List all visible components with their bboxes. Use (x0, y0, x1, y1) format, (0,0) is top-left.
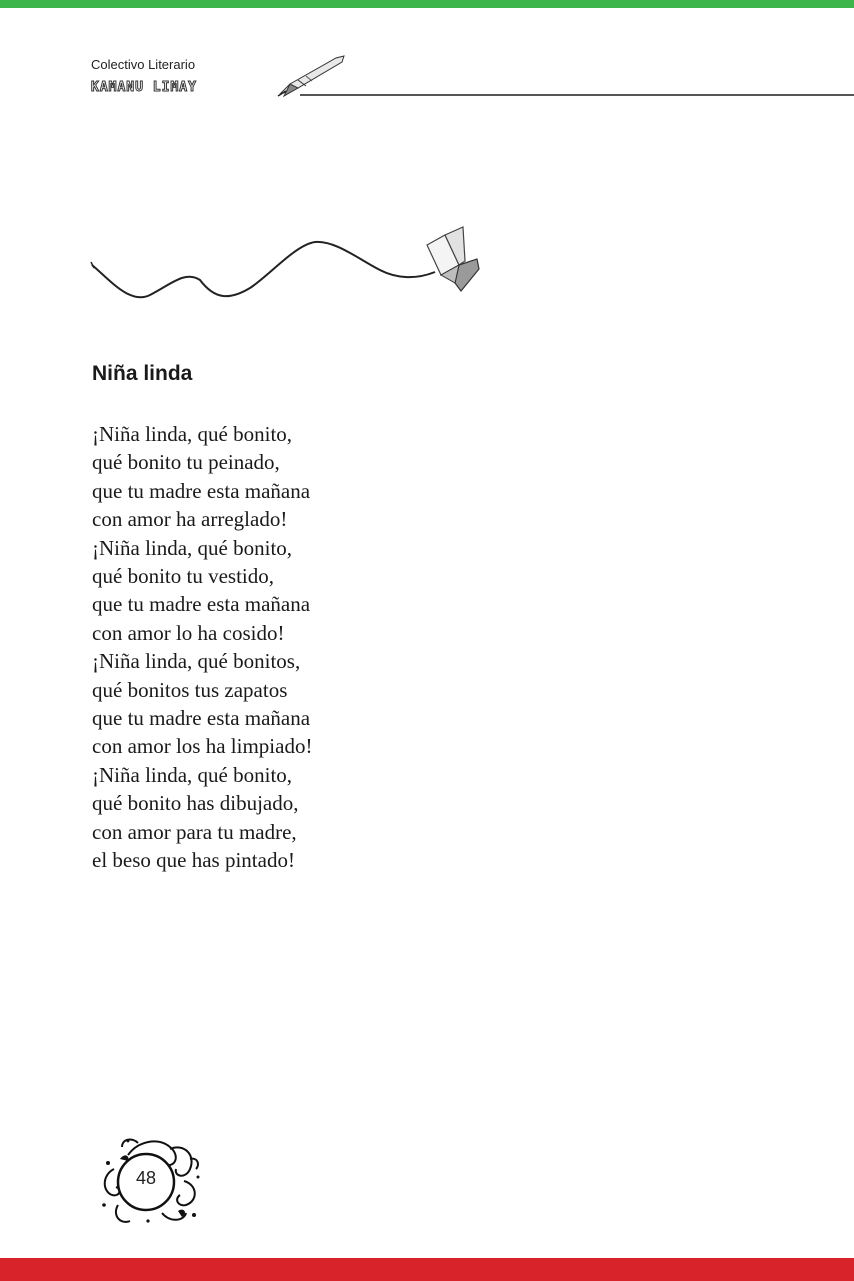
brand-logo-text: KAMANU LIMAY (91, 80, 197, 95)
fountain-pen-icon (276, 54, 348, 98)
poem-line: ¡Niña linda, qué bonito, (92, 422, 293, 446)
poem-line: el beso que has pintado! (92, 848, 295, 873)
poem-line: que tu madre esta mañana (92, 706, 311, 731)
poem-line: que tu madre esta mañana (92, 478, 311, 503)
poem-line: qué bonitos tus zapatos (92, 677, 288, 702)
open-book-icon (90, 220, 485, 310)
poem-line: con amor los ha limpiado! (92, 734, 313, 759)
poem-line: ¡Niña linda, qué bonito, (92, 535, 293, 560)
poem-line: ¡Niña linda, qué bonitos, (92, 649, 301, 674)
poem-title: Niña linda (92, 362, 193, 385)
poem-body (92, 420, 312, 875)
poem-line: con amor ha arreglado! (92, 507, 288, 532)
poem-line: qué bonito has dibujado, (92, 791, 299, 816)
page-number: 48 (135, 1168, 157, 1188)
poem-line: que tu madre esta mañana (92, 592, 311, 617)
poem-line: qué bonito tu peinado, (92, 450, 280, 475)
poem-line: qué bonito tu vestido, (92, 564, 274, 589)
collective-label: Colectivo Literario (91, 57, 196, 72)
poem-line: con amor lo ha cosido! (92, 620, 285, 645)
bottom-red-bar (0, 1258, 854, 1281)
header-rule (300, 94, 854, 96)
top-green-bar (0, 0, 854, 8)
poem-line: con amor para tu madre, (92, 819, 297, 844)
poem-line: ¡Niña linda, qué bonito, (92, 762, 293, 787)
